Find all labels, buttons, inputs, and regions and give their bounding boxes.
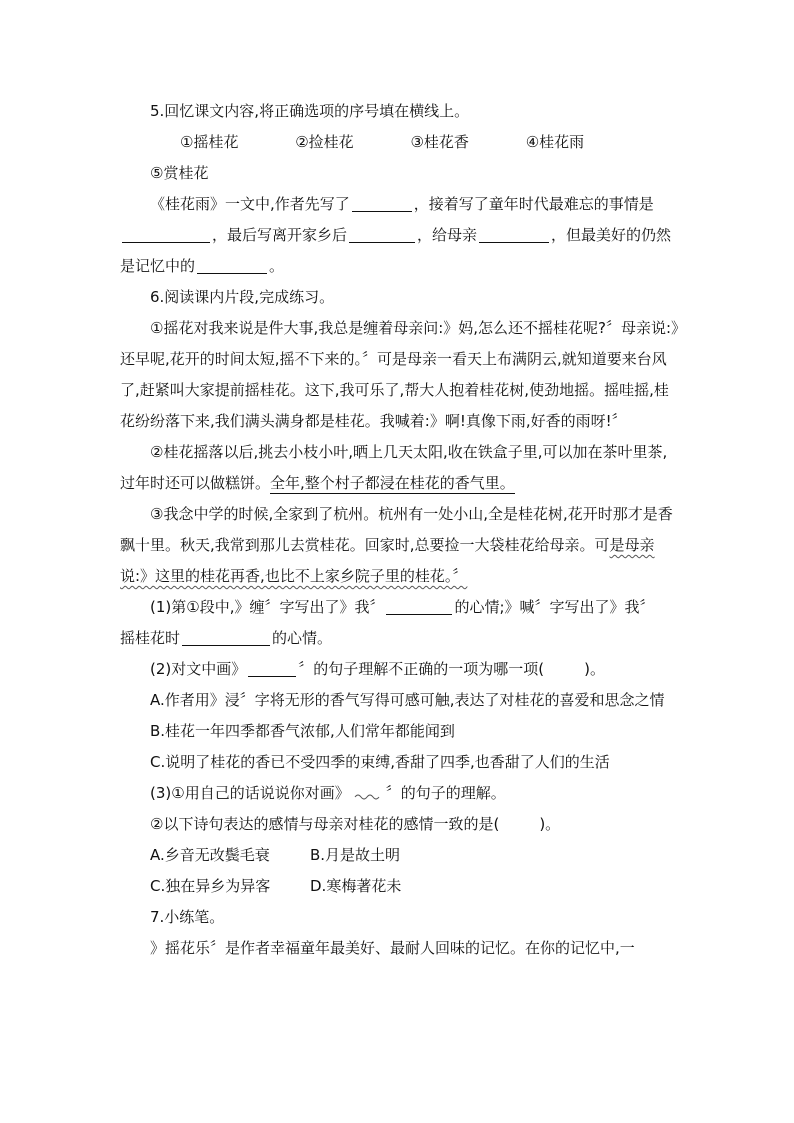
answer-blank[interactable]: [352, 193, 412, 212]
straight-underlined-sentence: 全年,整个村子都浸在桂花的香气里。: [270, 474, 515, 492]
q6-sub2-option-a: A.作者用》浸〞字将无形的香气写得可感可触,表达了对桂花的喜爱和思念之情: [150, 691, 665, 709]
answer-blank[interactable]: [122, 224, 210, 243]
q6-sub3-part1: (3)①用自己的话说说你对画》 〞的句子的理解。: [150, 784, 506, 802]
q6-sub2-option-c: C.说明了桂花的香已不受四季的束缚,香甜了四季,也香甜了人们的生活: [150, 753, 610, 771]
q6-passage-para3: ③我念中学的时候,全家到了杭州。杭州有一处小山,全是桂花树,花开时那才是香飘十里。秋天,我常到那儿去赏桂花。回家时,总要捡一大袋桂花给母亲。可是母亲说:》这里的桂花再香,也比不上家乡院子里的桂花。〞: [120, 505, 673, 585]
q5-title: 5.回忆课文内容,将正确选项的序号填在横线上。: [150, 102, 470, 120]
q5-option: ③桂花香: [410, 133, 469, 151]
q6-sub2-option-b: B.桂花一年四季都香气浓郁,人们常年都能闻到: [150, 722, 455, 740]
q6-sub1: (1)第①段中,》缠〞字写出了》我〞 的心情;》喊〞字写出了》我〞: [150, 598, 655, 616]
q7-title: 7.小练笔。: [150, 908, 225, 926]
q6-sub1-cont: 摇桂花时 的心情。: [120, 629, 333, 647]
worksheet-content: [120, 96, 680, 964]
wavy-underlined-sentence: 是母亲说:》这里的桂花再香,也比不上家乡院子里的桂花。〞: [120, 536, 655, 585]
q6-passage-para1: ①摇花对我来说是件大事,我总是缠着母亲问:》妈,怎么还不摇桂花呢?〞母亲说:》还早呢,花开的时间太短,摇不下来的。〞可是母亲一看天上布满阴云,就知道要来台风了,赶紧叫大家提前摇桂花。这下,我可乐了,帮大人抱着桂花树,使劲地摇。摇哇摇,桂花纷纷落下来,我们满头满身都是桂花。我喊着:》啊!真像下雨,好香的雨呀!〞: [120, 319, 679, 430]
q5-options: [120, 127, 680, 189]
q5-option: ②捡桂花: [295, 133, 354, 151]
q5-option: ④桂花雨: [525, 133, 585, 151]
poem-option-c: C.独在异乡为异客: [150, 877, 271, 895]
q6-sub3-part2: ②以下诗句表达的感情与母亲对桂花的感情一致的是( )。: [150, 815, 561, 833]
answer-blank[interactable]: [349, 224, 415, 243]
q6-passage-para2: ②桂花摇落以后,挑去小枝小叶,晒上几天太阳,收在铁盒子里,可以加在茶叶里茶,过年时还可以做糕饼。全年,整个村子都浸在桂花的香气里。: [120, 443, 668, 492]
q5-option: ⑤赏桂花: [150, 164, 209, 182]
poem-option-d: D.寒梅著花未: [310, 877, 402, 895]
poem-option-a: A.乡音无改鬓毛衰: [150, 846, 270, 864]
answer-blank[interactable]: [386, 596, 452, 615]
wavy-line-mark: [354, 786, 382, 800]
answer-blank[interactable]: [182, 627, 270, 646]
q6-sub2: (2)对文中画》 〞的句子理解不正确的一项为哪一项( )。: [150, 660, 605, 678]
poem-option-b: B.月是故土明: [310, 846, 401, 864]
q7-text: 》摇花乐〞是作者幸福童年最美好、最耐人回味的记忆。在你的记忆中,一: [150, 939, 635, 957]
q6-sub3-options-row1: [120, 840, 680, 871]
q6-sub3-options-row2: [120, 871, 680, 902]
straight-line-mark: [248, 658, 296, 677]
q6-title: 6.阅读课内片段,完成练习。: [150, 288, 335, 306]
answer-blank[interactable]: [479, 224, 549, 243]
q5-option: ①摇桂花: [180, 133, 239, 151]
q5-fill-text: 《桂花雨》一文中,作者先写了 ，接着写了童年时代最难忘的事情是，最后写离开家乡后 ，给母亲 ，但最美好的仍然是记忆中的 。: [120, 195, 672, 275]
answer-blank[interactable]: [197, 255, 267, 274]
